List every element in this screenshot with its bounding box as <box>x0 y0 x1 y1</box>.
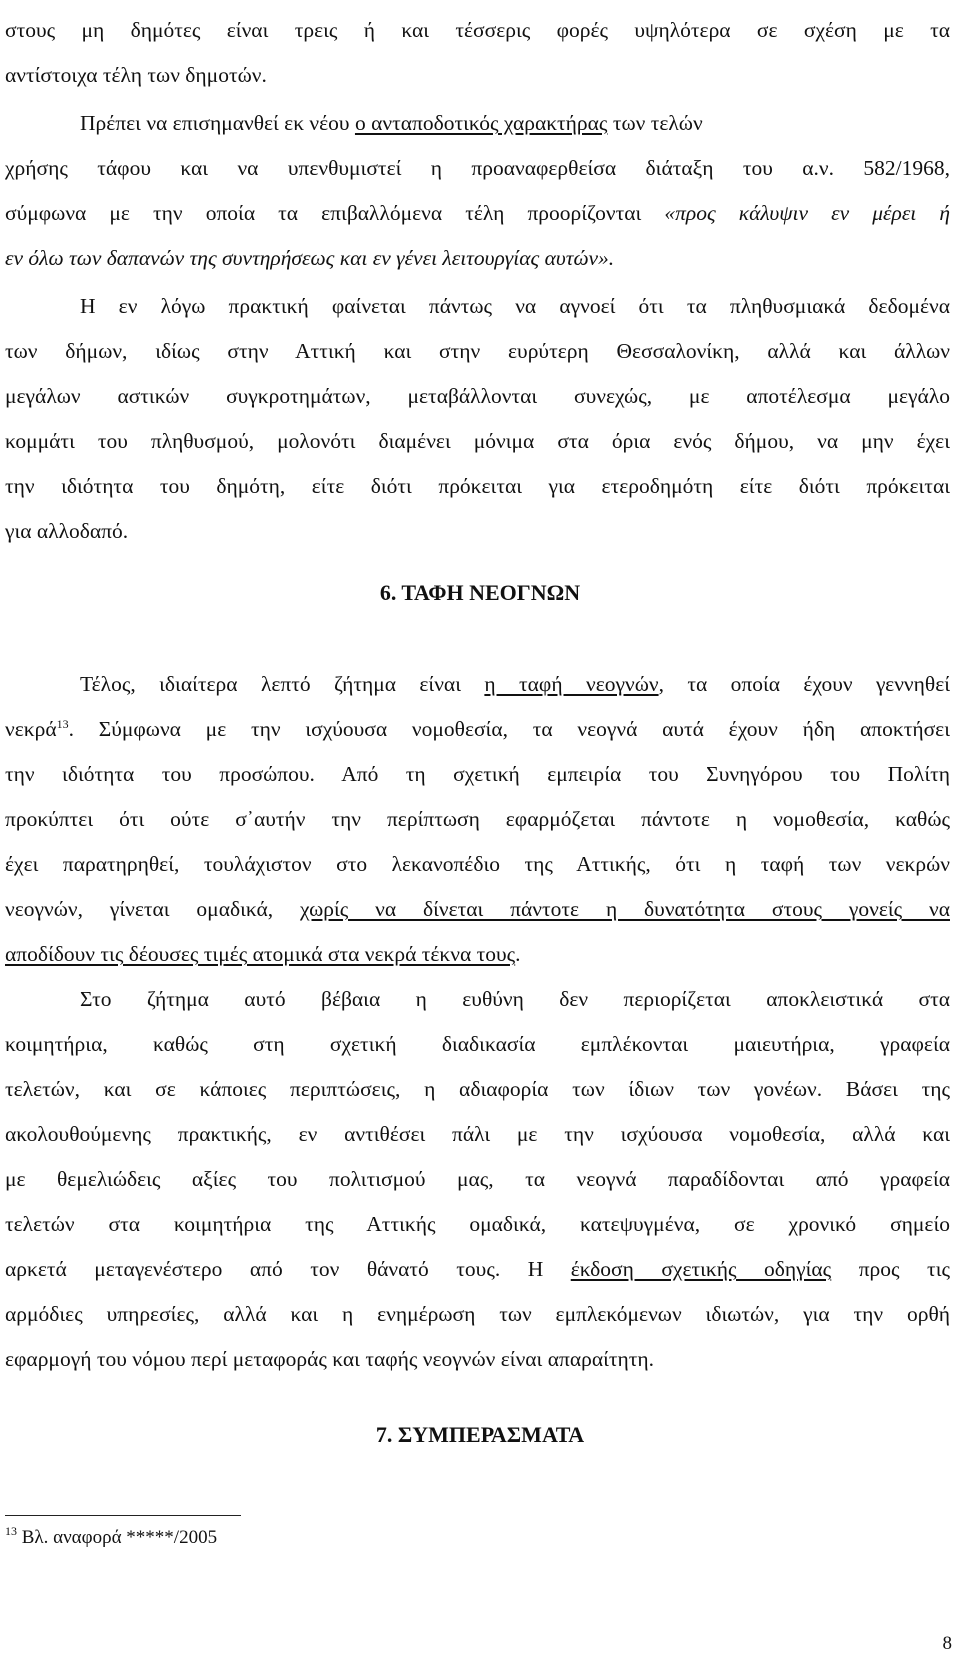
text-line <box>80 664 950 704</box>
text-segment: προκύπτει ότι ούτε σ᾽αυτήν την περίπτωση εφαρμόζεται πάντοτε η νομοθεσία, καθώς <box>5 807 950 831</box>
footnote <box>5 1524 217 1552</box>
footnote-number: 13 <box>5 1524 17 1538</box>
text-segment: αρκετά μεταγενέστερο από τον θάνατό τους. Η <box>5 1257 571 1281</box>
text-segment: «προς κάλυψιν εν μέρει ή <box>664 201 950 225</box>
text-line <box>5 193 950 233</box>
text-line <box>5 799 950 839</box>
text-segment: για αλλοδαπό. <box>5 519 129 543</box>
page-number: 8 <box>942 1633 952 1654</box>
footnote-text: Βλ. αναφορά *****/2005 <box>17 1527 218 1548</box>
text-segment: , τα οποία έχουν γεννηθεί <box>658 672 951 696</box>
section-heading-6: 6. ΤΑΦΗ ΝΕΟΓΝΩΝ <box>379 580 581 605</box>
text-line <box>5 1339 950 1379</box>
text-segment: αρμόδιες υπηρεσίες, αλλά και η ενημέρωση των εμπλεκόμενων ιδιωτών, για την ορθή <box>5 1302 950 1326</box>
text-segment: έχει παρατηρηθεί, τουλάχιστον στο λεκανοπέδιο της Αττικής, ότι η ταφή των νεκρών <box>5 852 950 876</box>
text-line <box>5 376 950 416</box>
text-segment: Η εν λόγω πρακτική φαίνεται πάντως να αγνοεί ότι τα πληθυσμιακά δεδομένα <box>80 294 950 318</box>
text-line <box>5 934 950 974</box>
text-line <box>5 148 950 188</box>
text-segment: των δήμων, ιδίως στην Αττική και στην ευρύτερη Θεσσαλονίκη, αλλά και άλλων <box>5 339 950 363</box>
text-segment: έκδοση σχετικής οδηγίας <box>570 1257 832 1281</box>
text-line <box>5 1114 950 1154</box>
text-segment: με θεμελιώδεις αξίες του πολιτισμού μας, τα νεογνά παραδίδονται από γραφεία <box>5 1167 950 1191</box>
text-segment: κομμάτι του πληθυσμού, μολονότι διαμένει μόνιμα στα όρια ενός δήμου, να μην έχει <box>5 429 950 453</box>
text-line <box>5 1204 950 1244</box>
text-segment: μεγάλων αστικών συγκροτημάτων, μεταβάλλονται συνεχώς, με αποτέλεσμα μεγάλο <box>5 384 950 408</box>
section-heading-7: 7. ΣΥΜΠΕΡΑΣΜΑΤΑ <box>375 1422 585 1447</box>
text-line <box>5 1069 950 1109</box>
text-segment: αποδίδουν τις δέουσες τιμές ατομικά στα νεκρά τέκνα τους <box>5 942 516 966</box>
text-line <box>5 1249 950 1289</box>
text-line <box>5 55 950 95</box>
text-segment: την ιδιότητα του δημότη, είτε διότι πρόκειται για ετεροδημότη είτε διότι πρόκειται <box>5 474 950 498</box>
text-line <box>80 103 950 143</box>
text-segment: νεογνών, γίνεται ομαδικά, <box>5 897 301 921</box>
text-line <box>80 286 950 326</box>
text-line <box>5 421 950 461</box>
text-segment: νεκρά <box>5 717 57 741</box>
text-segment: Πρέπει να επισημανθεί εκ νέου <box>80 111 355 135</box>
text-line <box>5 1294 950 1334</box>
text-segment: εφαρμογή του νόμου περί μεταφοράς και ταφής νεογνών είναι απαραίτητη. <box>5 1347 655 1371</box>
text-line <box>5 754 950 794</box>
text-line <box>5 1024 950 1064</box>
text-segment: την ιδιότητα του προσώπου. Από τη σχετική εμπειρία του Συνηγόρου του Πολίτη <box>5 762 950 786</box>
text-segment: Τέλος, ιδιαίτερα λεπτό ζήτημα είναι <box>80 672 485 696</box>
text-segment: . <box>515 942 521 966</box>
text-segment: . Σύμφωνα με την ισχύουσα νομοθεσία, τα νεογνά αυτά έχουν ήδη αποκτήσει <box>68 717 950 741</box>
footnote-ref: 13 <box>56 717 69 731</box>
text-segment: τελετών στα κοιμητήρια της Αττικής ομαδικά, κατεψυγμένα, σε χρονικό σημείο <box>5 1212 950 1236</box>
text-line <box>80 979 950 1019</box>
text-segment: τελετών, και σε κάποιες περιπτώσεις, η αδιαφορία των ίδιων των γονέων. Βάσει της <box>5 1077 950 1101</box>
text-line <box>5 889 950 929</box>
text-segment: Στο ζήτημα αυτό βέβαια η ευθύνη δεν περιορίζεται αποκλειστικά στα <box>80 987 950 1011</box>
text-segment: αντίστοιχα τέλη των δημοτών. <box>5 63 267 87</box>
text-segment: κοιμητήρια, καθώς στη σχετική διαδικασία εμπλέκονται μαιευτήρια, γραφεία <box>5 1032 950 1056</box>
text-segment: στους μη δημότες είναι τρεις ή και τέσσερις φορές υψηλότερα σε σχέση με τα <box>5 18 950 42</box>
text-segment: η ταφή νεογνών <box>484 672 659 696</box>
footnote-separator <box>5 1515 241 1516</box>
text-segment: προς τις <box>831 1257 950 1281</box>
text-line <box>5 709 950 749</box>
text-segment: ο ανταποδοτικός χαρακτήρας <box>354 111 608 135</box>
text-segment: χρήσης τάφου και να υπενθυμιστεί η προαναφερθείσα διάταξη του α.ν. 582/1968, <box>5 156 950 180</box>
text-line <box>5 466 950 506</box>
text-line <box>5 331 950 371</box>
text-line <box>5 238 950 278</box>
text-segment: χωρίς να δίνεται πάντοτε η δυνατότητα στους γονείς να <box>300 897 950 921</box>
text-segment: εν όλω των δαπανών της συντηρήσεως και εν γένει λειτουργίας αυτών». <box>5 246 615 270</box>
text-line <box>5 1159 950 1199</box>
text-segment: σύμφωνα με την οποία τα επιβαλλόμενα τέλη προορίζονται <box>5 201 665 225</box>
text-segment: ακολουθούμενης πρακτικής, εν αντιθέσει πάλι με την ισχύουσα νομοθεσία, αλλά και <box>5 1122 950 1146</box>
text-line <box>5 511 950 551</box>
text-segment: των τελών <box>607 111 703 135</box>
text-line <box>5 10 950 50</box>
text-line <box>5 844 950 884</box>
